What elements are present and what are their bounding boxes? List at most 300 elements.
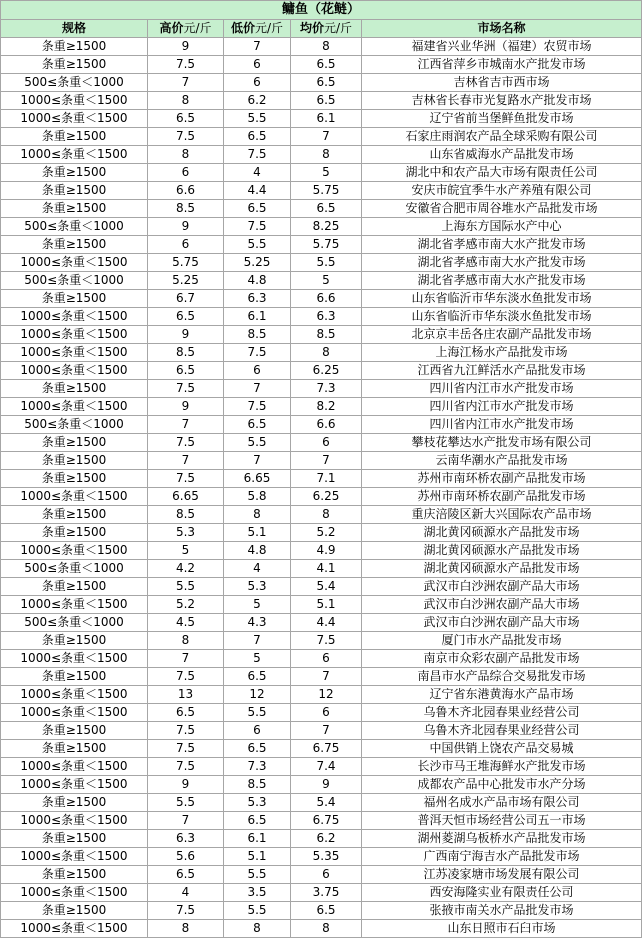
table-row <box>1 74 642 92</box>
cell-high-price: 8.5 <box>148 200 224 218</box>
cell-high-price: 9 <box>148 776 224 794</box>
cell-market-name: 普洱天恒市场经营公司五一市场 <box>362 812 642 830</box>
cell-low-price: 4.3 <box>224 614 291 632</box>
table-row <box>1 92 642 110</box>
cell-high-price: 7.5 <box>148 434 224 452</box>
table-row <box>1 326 642 344</box>
cell-avg-price: 5.5 <box>291 254 362 272</box>
table-row <box>1 560 642 578</box>
cell-low-price: 5.3 <box>224 578 291 596</box>
cell-avg-price: 7 <box>291 668 362 686</box>
cell-market-name: 吉林省吉市西市场 <box>362 74 642 92</box>
cell-spec: 条重≥1500 <box>1 56 148 74</box>
cell-market-name: 山东省威海水产品批发市场 <box>362 146 642 164</box>
cell-high-price: 6.65 <box>148 488 224 506</box>
cell-avg-price: 6 <box>291 704 362 722</box>
cell-spec: 1000≤条重＜1500 <box>1 92 148 110</box>
table-row <box>1 182 642 200</box>
cell-avg-price: 6.6 <box>291 290 362 308</box>
table-row <box>1 722 642 740</box>
cell-spec: 1000≤条重＜1500 <box>1 650 148 668</box>
table-row <box>1 38 642 56</box>
cell-low-price: 6.5 <box>224 812 291 830</box>
cell-market-name: 厦门市水产品批发市场 <box>362 632 642 650</box>
cell-market-name: 乌鲁木齐北园春果业经营公司 <box>362 704 642 722</box>
cell-high-price: 6.5 <box>148 866 224 884</box>
cell-spec: 条重≥1500 <box>1 470 148 488</box>
cell-low-price: 5.5 <box>224 110 291 128</box>
cell-market-name: 四川省内江市水产批发市场 <box>362 398 642 416</box>
cell-avg-price: 5.35 <box>291 848 362 866</box>
cell-spec: 1000≤条重＜1500 <box>1 308 148 326</box>
cell-avg-price: 6 <box>291 434 362 452</box>
table-row <box>1 200 642 218</box>
cell-market-name: 上海东方国际水产中心 <box>362 218 642 236</box>
cell-high-price: 5.3 <box>148 524 224 542</box>
cell-spec: 1000≤条重＜1500 <box>1 110 148 128</box>
cell-low-price: 7.5 <box>224 398 291 416</box>
cell-low-price: 5.5 <box>224 902 291 920</box>
cell-low-price: 7 <box>224 380 291 398</box>
cell-market-name: 湖州菱湖乌板桥水产品批发市场 <box>362 830 642 848</box>
table-row <box>1 524 642 542</box>
cell-spec: 500≤条重＜1000 <box>1 218 148 236</box>
cell-market-name: 福建省兴业华洲（福建）农贸市场 <box>362 38 642 56</box>
cell-high-price: 7.5 <box>148 668 224 686</box>
cell-spec: 1000≤条重＜1500 <box>1 812 148 830</box>
cell-market-name: 湖北黄冈硕源水产品批发市场 <box>362 524 642 542</box>
cell-low-price: 6.1 <box>224 308 291 326</box>
cell-spec: 1000≤条重＜1500 <box>1 776 148 794</box>
cell-market-name: 武汉市白沙洲农副产品大市场 <box>362 596 642 614</box>
cell-low-price: 7.5 <box>224 344 291 362</box>
cell-high-price: 7.5 <box>148 56 224 74</box>
table-row <box>1 614 642 632</box>
table-row <box>1 812 642 830</box>
cell-low-price: 8 <box>224 920 291 938</box>
cell-market-name: 江西省九江鲜活水产品批发市场 <box>362 362 642 380</box>
cell-avg-price: 7 <box>291 722 362 740</box>
table-row <box>1 488 642 506</box>
cell-low-price: 5.3 <box>224 794 291 812</box>
cell-avg-price: 4.4 <box>291 614 362 632</box>
cell-avg-price: 8.5 <box>291 326 362 344</box>
cell-market-name: 武汉市白沙洲农副产品大市场 <box>362 614 642 632</box>
cell-spec: 条重≥1500 <box>1 902 148 920</box>
cell-low-price: 4 <box>224 560 291 578</box>
cell-spec: 条重≥1500 <box>1 182 148 200</box>
cell-market-name: 南昌市水产品综合交易批发市场 <box>362 668 642 686</box>
cell-low-price: 6.5 <box>224 128 291 146</box>
cell-high-price: 9 <box>148 326 224 344</box>
cell-market-name: 张掖市南关水产品批发市场 <box>362 902 642 920</box>
cell-avg-price: 8 <box>291 506 362 524</box>
cell-avg-price: 6.25 <box>291 488 362 506</box>
cell-market-name: 长沙市马王堆海鲜水产批发市场 <box>362 758 642 776</box>
cell-high-price: 13 <box>148 686 224 704</box>
table-row <box>1 56 642 74</box>
cell-high-price: 5 <box>148 542 224 560</box>
table-row <box>1 848 642 866</box>
table-row <box>1 308 642 326</box>
cell-avg-price: 7.3 <box>291 380 362 398</box>
cell-avg-price: 8 <box>291 920 362 938</box>
cell-high-price: 5.5 <box>148 794 224 812</box>
cell-market-name: 成都农产品中心批发市水产分场 <box>362 776 642 794</box>
cell-spec: 1000≤条重＜1500 <box>1 848 148 866</box>
header-market: 市场名称 <box>362 20 642 38</box>
cell-spec: 1000≤条重＜1500 <box>1 884 148 902</box>
cell-avg-price: 8 <box>291 344 362 362</box>
cell-low-price: 6.65 <box>224 470 291 488</box>
cell-low-price: 5.5 <box>224 704 291 722</box>
cell-market-name: 福州名成水产品市场有限公司 <box>362 794 642 812</box>
cell-low-price: 5.1 <box>224 524 291 542</box>
cell-high-price: 5.6 <box>148 848 224 866</box>
cell-market-name: 苏州市南环桥农副产品批发市场 <box>362 470 642 488</box>
cell-spec: 条重≥1500 <box>1 866 148 884</box>
header-avg-label: 均价 <box>299 21 324 35</box>
cell-spec: 1000≤条重＜1500 <box>1 398 148 416</box>
cell-market-name: 山东省临沂市华东淡水鱼批发市场 <box>362 308 642 326</box>
cell-avg-price: 6 <box>291 650 362 668</box>
header-low <box>224 20 291 38</box>
cell-low-price: 6 <box>224 722 291 740</box>
cell-market-name: 辽宁省前当堡鲜鱼批发市场 <box>362 110 642 128</box>
cell-avg-price: 6.6 <box>291 416 362 434</box>
cell-spec: 条重≥1500 <box>1 290 148 308</box>
cell-spec: 1000≤条重＜1500 <box>1 488 148 506</box>
cell-high-price: 6 <box>148 236 224 254</box>
cell-market-name: 四川省内江市水产批发市场 <box>362 416 642 434</box>
cell-low-price: 4 <box>224 164 291 182</box>
cell-high-price: 6.5 <box>148 362 224 380</box>
cell-high-price: 9 <box>148 398 224 416</box>
table-row <box>1 128 642 146</box>
cell-low-price: 7.3 <box>224 758 291 776</box>
cell-market-name: 吉林省长春市光复路水产批发市场 <box>362 92 642 110</box>
cell-high-price: 7.5 <box>148 380 224 398</box>
table-row <box>1 164 642 182</box>
cell-high-price: 9 <box>148 218 224 236</box>
cell-spec: 条重≥1500 <box>1 740 148 758</box>
cell-avg-price: 4.9 <box>291 542 362 560</box>
cell-spec: 条重≥1500 <box>1 164 148 182</box>
cell-spec: 500≤条重＜1000 <box>1 560 148 578</box>
cell-high-price: 8.5 <box>148 344 224 362</box>
cell-market-name: 江西省萍乡市城南水产批发市场 <box>362 56 642 74</box>
cell-high-price: 6.6 <box>148 182 224 200</box>
cell-spec: 条重≥1500 <box>1 236 148 254</box>
cell-avg-price: 6 <box>291 866 362 884</box>
cell-spec: 1000≤条重＜1500 <box>1 542 148 560</box>
cell-high-price: 4.2 <box>148 560 224 578</box>
cell-spec: 1000≤条重＜1500 <box>1 146 148 164</box>
cell-spec: 1000≤条重＜1500 <box>1 254 148 272</box>
cell-avg-price: 6.75 <box>291 740 362 758</box>
table-row <box>1 704 642 722</box>
cell-market-name: 北京京丰岳各庄农副产品批发市场 <box>362 326 642 344</box>
cell-spec: 条重≥1500 <box>1 452 148 470</box>
cell-high-price: 4 <box>148 884 224 902</box>
cell-spec: 条重≥1500 <box>1 524 148 542</box>
cell-low-price: 7 <box>224 452 291 470</box>
cell-spec: 条重≥1500 <box>1 38 148 56</box>
title-row <box>1 1 642 20</box>
cell-low-price: 5.8 <box>224 488 291 506</box>
cell-avg-price: 5.4 <box>291 794 362 812</box>
table-row <box>1 794 642 812</box>
cell-avg-price: 6.5 <box>291 56 362 74</box>
cell-avg-price: 12 <box>291 686 362 704</box>
table-row <box>1 776 642 794</box>
table-row <box>1 830 642 848</box>
cell-market-name: 广西南宁海吉水产品批发市场 <box>362 848 642 866</box>
cell-avg-price: 7.5 <box>291 632 362 650</box>
cell-market-name: 辽宁省东港黄海水产品市场 <box>362 686 642 704</box>
table-title: 鳙鱼（花鲢） <box>1 1 642 20</box>
cell-spec: 条重≥1500 <box>1 722 148 740</box>
cell-market-name: 安徽省合肥市周谷堆水产品批发市场 <box>362 200 642 218</box>
cell-high-price: 6 <box>148 164 224 182</box>
cell-spec: 1000≤条重＜1500 <box>1 920 148 938</box>
cell-low-price: 5.1 <box>224 848 291 866</box>
table-body <box>1 38 642 938</box>
cell-market-name: 武汉市白沙洲农副产品大市场 <box>362 578 642 596</box>
cell-low-price: 5 <box>224 596 291 614</box>
cell-avg-price: 8.25 <box>291 218 362 236</box>
cell-high-price: 8 <box>148 632 224 650</box>
cell-high-price: 9 <box>148 38 224 56</box>
cell-low-price: 12 <box>224 686 291 704</box>
cell-avg-price: 5.75 <box>291 236 362 254</box>
table-row <box>1 866 642 884</box>
table-row <box>1 344 642 362</box>
cell-market-name: 乌鲁木齐北园春果业经营公司 <box>362 722 642 740</box>
cell-low-price: 5 <box>224 650 291 668</box>
cell-low-price: 6.5 <box>224 416 291 434</box>
cell-low-price: 4.8 <box>224 272 291 290</box>
cell-high-price: 8 <box>148 920 224 938</box>
table-row <box>1 236 642 254</box>
header-high-label: 高价 <box>159 21 184 35</box>
cell-high-price: 7 <box>148 452 224 470</box>
cell-market-name: 西安海隆实业有限责任公司 <box>362 884 642 902</box>
cell-market-name: 重庆涪陵区新大兴国际农产品市场 <box>362 506 642 524</box>
cell-high-price: 7.5 <box>148 722 224 740</box>
cell-high-price: 7.5 <box>148 902 224 920</box>
cell-market-name: 石家庄雨润农产品全球采购有限公司 <box>362 128 642 146</box>
cell-avg-price: 6.3 <box>291 308 362 326</box>
cell-avg-price: 6.5 <box>291 902 362 920</box>
cell-low-price: 4.8 <box>224 542 291 560</box>
cell-low-price: 6 <box>224 362 291 380</box>
cell-spec: 500≤条重＜1000 <box>1 614 148 632</box>
cell-avg-price: 3.75 <box>291 884 362 902</box>
table-row <box>1 650 642 668</box>
cell-spec: 条重≥1500 <box>1 434 148 452</box>
table-row <box>1 668 642 686</box>
table-row <box>1 542 642 560</box>
header-high <box>148 20 224 38</box>
cell-market-name: 攀枝花攀达水产批发市场有限公司 <box>362 434 642 452</box>
cell-avg-price: 6.25 <box>291 362 362 380</box>
table-row <box>1 686 642 704</box>
cell-avg-price: 8 <box>291 146 362 164</box>
table-row <box>1 578 642 596</box>
cell-low-price: 6 <box>224 56 291 74</box>
cell-low-price: 7 <box>224 632 291 650</box>
header-row <box>1 20 642 38</box>
cell-avg-price: 9 <box>291 776 362 794</box>
cell-avg-price: 6.5 <box>291 92 362 110</box>
cell-avg-price: 8.2 <box>291 398 362 416</box>
cell-high-price: 7 <box>148 812 224 830</box>
cell-avg-price: 7 <box>291 128 362 146</box>
table-row <box>1 632 642 650</box>
cell-low-price: 7.5 <box>224 146 291 164</box>
cell-avg-price: 6.75 <box>291 812 362 830</box>
cell-spec: 条重≥1500 <box>1 128 148 146</box>
cell-spec: 1000≤条重＜1500 <box>1 758 148 776</box>
cell-spec: 条重≥1500 <box>1 200 148 218</box>
cell-spec: 条重≥1500 <box>1 578 148 596</box>
cell-spec: 条重≥1500 <box>1 380 148 398</box>
table-row <box>1 362 642 380</box>
cell-low-price: 5.5 <box>224 236 291 254</box>
cell-spec: 条重≥1500 <box>1 506 148 524</box>
table-row <box>1 272 642 290</box>
cell-avg-price: 8 <box>291 38 362 56</box>
cell-spec: 500≤条重＜1000 <box>1 272 148 290</box>
cell-market-name: 安庆市皖宜季牛水产养殖有限公司 <box>362 182 642 200</box>
cell-avg-price: 5.4 <box>291 578 362 596</box>
cell-high-price: 8 <box>148 92 224 110</box>
table-row <box>1 758 642 776</box>
cell-avg-price: 5.2 <box>291 524 362 542</box>
cell-high-price: 5.5 <box>148 578 224 596</box>
header-low-unit: 元/斤 <box>254 21 284 35</box>
cell-high-price: 7 <box>148 74 224 92</box>
cell-low-price: 5.5 <box>224 866 291 884</box>
cell-low-price: 6.1 <box>224 830 291 848</box>
table-row <box>1 902 642 920</box>
cell-low-price: 6.5 <box>224 740 291 758</box>
cell-high-price: 6.3 <box>148 830 224 848</box>
cell-market-name: 湖北中和农产品大市场有限责任公司 <box>362 164 642 182</box>
table-row <box>1 398 642 416</box>
cell-market-name: 中国供销上饶农产品交易城 <box>362 740 642 758</box>
table-row <box>1 110 642 128</box>
cell-low-price: 5.25 <box>224 254 291 272</box>
cell-market-name: 南京市众彩农副产品批发市场 <box>362 650 642 668</box>
cell-market-name: 湖北黄冈硕源水产品批发市场 <box>362 542 642 560</box>
cell-spec: 1000≤条重＜1500 <box>1 596 148 614</box>
cell-high-price: 6.5 <box>148 704 224 722</box>
table-row <box>1 146 642 164</box>
cell-avg-price: 5 <box>291 164 362 182</box>
table-row <box>1 740 642 758</box>
cell-spec: 500≤条重＜1000 <box>1 416 148 434</box>
cell-high-price: 7.5 <box>148 128 224 146</box>
cell-spec: 条重≥1500 <box>1 668 148 686</box>
cell-high-price: 4.5 <box>148 614 224 632</box>
cell-spec: 1000≤条重＜1500 <box>1 704 148 722</box>
cell-low-price: 8 <box>224 506 291 524</box>
cell-market-name: 四川省内江市水产批发市场 <box>362 380 642 398</box>
table-row <box>1 596 642 614</box>
header-avg <box>291 20 362 38</box>
cell-market-name: 湖北省孝感市南大水产批发市场 <box>362 254 642 272</box>
table-row <box>1 920 642 938</box>
cell-avg-price: 7.1 <box>291 470 362 488</box>
cell-avg-price: 7 <box>291 452 362 470</box>
cell-market-name: 山东日照市石臼市场 <box>362 920 642 938</box>
cell-market-name: 山东省临沂市华东淡水鱼批发市场 <box>362 290 642 308</box>
table-row <box>1 452 642 470</box>
cell-avg-price: 6.5 <box>291 200 362 218</box>
cell-high-price: 6.7 <box>148 290 224 308</box>
cell-high-price: 5.25 <box>148 272 224 290</box>
cell-market-name: 云南华潮水产品批发市场 <box>362 452 642 470</box>
cell-avg-price: 7.4 <box>291 758 362 776</box>
cell-avg-price: 5 <box>291 272 362 290</box>
cell-low-price: 6 <box>224 74 291 92</box>
cell-market-name: 湖北黄冈硕源水产品批发市场 <box>362 560 642 578</box>
cell-spec: 1000≤条重＜1500 <box>1 362 148 380</box>
cell-low-price: 8.5 <box>224 776 291 794</box>
cell-low-price: 7.5 <box>224 218 291 236</box>
cell-market-name: 上海江杨水产品批发市场 <box>362 344 642 362</box>
cell-spec: 条重≥1500 <box>1 632 148 650</box>
cell-avg-price: 4.1 <box>291 560 362 578</box>
table-row <box>1 884 642 902</box>
cell-avg-price: 5.1 <box>291 596 362 614</box>
cell-low-price: 8.5 <box>224 326 291 344</box>
header-high-unit: 元/斤 <box>183 21 212 35</box>
cell-high-price: 6.5 <box>148 308 224 326</box>
header-spec: 规格 <box>1 20 148 38</box>
table-row <box>1 380 642 398</box>
cell-low-price: 6.5 <box>224 200 291 218</box>
table-row <box>1 506 642 524</box>
header-avg-unit: 元/斤 <box>323 21 353 35</box>
cell-avg-price: 6.5 <box>291 74 362 92</box>
table-row <box>1 218 642 236</box>
cell-spec: 1000≤条重＜1500 <box>1 344 148 362</box>
cell-high-price: 5.75 <box>148 254 224 272</box>
table-row <box>1 290 642 308</box>
cell-market-name: 苏州市南环桥农副产品批发市场 <box>362 488 642 506</box>
table-row <box>1 434 642 452</box>
cell-low-price: 3.5 <box>224 884 291 902</box>
cell-market-name: 江苏凌家塘市场发展有限公司 <box>362 866 642 884</box>
header-low-label: 低价 <box>230 21 255 35</box>
cell-low-price: 6.3 <box>224 290 291 308</box>
table-row <box>1 416 642 434</box>
cell-market-name: 湖北省孝感市南大水产批发市场 <box>362 236 642 254</box>
cell-avg-price: 5.75 <box>291 182 362 200</box>
cell-spec: 500≤条重＜1000 <box>1 74 148 92</box>
table-row <box>1 470 642 488</box>
cell-spec: 1000≤条重＜1500 <box>1 686 148 704</box>
cell-spec: 条重≥1500 <box>1 830 148 848</box>
cell-high-price: 8.5 <box>148 506 224 524</box>
cell-high-price: 7.5 <box>148 758 224 776</box>
cell-high-price: 6.5 <box>148 110 224 128</box>
table-row <box>1 254 642 272</box>
cell-high-price: 8 <box>148 146 224 164</box>
